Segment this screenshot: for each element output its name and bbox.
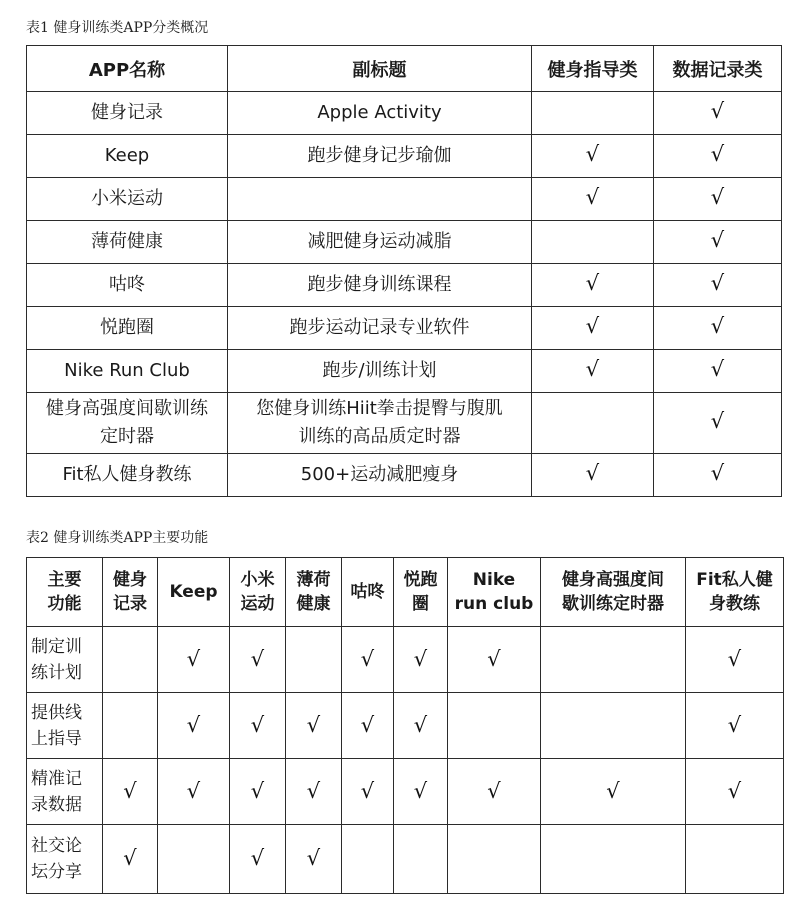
table1-row (27, 307, 782, 350)
function-label-line: 练计划 (31, 662, 82, 683)
subtitle-cell (228, 135, 532, 178)
guide-type-cell (532, 264, 654, 307)
table1-row (27, 135, 782, 178)
header-app-line: 圈 (412, 594, 429, 614)
function-check-cell (448, 627, 541, 693)
header-line: 功能 (47, 594, 82, 614)
header-app (541, 558, 686, 627)
check-mark-icon: √ (306, 778, 321, 803)
function-check-cell (394, 825, 448, 894)
app-name: 咕咚 (109, 274, 145, 295)
check-mark-icon: √ (710, 99, 725, 123)
check-mark-icon: √ (306, 712, 321, 737)
check-mark-icon: √ (186, 712, 201, 737)
subtitle-cell (228, 307, 532, 350)
table2-header-row (27, 558, 784, 627)
guide-type-cell (532, 350, 654, 393)
function-check-cell (342, 627, 394, 693)
check-mark-icon: √ (250, 646, 265, 671)
table1-row (27, 393, 782, 454)
function-label-cell (27, 825, 103, 894)
check-mark-icon: √ (123, 778, 137, 803)
guide-type-cell (532, 92, 654, 135)
table2-row (27, 759, 784, 825)
function-check-cell (448, 759, 541, 825)
subtitle: 跑步运动记录专业软件 (289, 317, 470, 338)
app-name: Keep (104, 145, 150, 166)
header-app-line: 悦跑 (403, 570, 438, 590)
app-name-cell (27, 307, 228, 350)
function-check-cell (686, 627, 784, 693)
subtitle-line: 您健身训练Hiit拳击提臀与腹肌 (256, 398, 503, 419)
check-mark-icon: √ (306, 846, 321, 870)
function-check-cell (103, 693, 158, 759)
app-name-cell (27, 454, 228, 497)
record-type-cell (654, 454, 782, 497)
subtitle: Apple Activity (317, 102, 442, 123)
function-label-line: 制定训 (31, 636, 82, 657)
table2-row (27, 627, 784, 693)
function-label-line: 上指导 (31, 728, 82, 749)
check-mark-icon: √ (585, 271, 600, 295)
table1-row (27, 178, 782, 221)
header-app (286, 558, 342, 627)
app-category-table (26, 45, 782, 497)
guide-type-cell (532, 393, 654, 454)
app-name-cell (27, 393, 228, 454)
guide-type-cell (532, 454, 654, 497)
check-mark-icon: √ (710, 314, 725, 338)
app-name: 小米运动 (91, 188, 163, 209)
subtitle: 跑步/训练计划 (322, 360, 437, 381)
subtitle-cell (228, 350, 532, 393)
function-label-cell (27, 693, 103, 759)
app-name: 悦跑圈 (100, 317, 154, 338)
function-check-cell (686, 825, 784, 894)
subtitle-cell (228, 393, 532, 454)
check-mark-icon: √ (710, 228, 725, 252)
record-type-cell (654, 307, 782, 350)
header-app-line: 健康 (296, 594, 331, 614)
app-function-table (26, 557, 784, 894)
check-mark-icon: √ (727, 778, 742, 803)
check-mark-icon: √ (710, 461, 725, 485)
table2-caption: 表2 健身训练类APP主要功能 (26, 530, 209, 546)
function-check-cell (686, 759, 784, 825)
subtitle: 跑步健身训练课程 (307, 274, 452, 295)
app-name: 薄荷健康 (91, 231, 163, 252)
header-app-line: 健身 (113, 570, 147, 590)
record-type-cell (654, 393, 782, 454)
function-check-cell (230, 627, 286, 693)
check-mark-icon: √ (250, 712, 265, 737)
app-name: Fit私人健身教练 (62, 464, 192, 485)
header-app-line: 健身高强度间 (562, 570, 664, 590)
check-mark-icon: √ (413, 646, 428, 671)
function-check-cell (394, 693, 448, 759)
header-main-function (27, 558, 103, 627)
subtitle-cell (228, 92, 532, 135)
function-check-cell (103, 825, 158, 894)
check-mark-icon: √ (585, 357, 600, 381)
record-type-cell (654, 350, 782, 393)
function-label-cell (27, 759, 103, 825)
header-app-line: run club (454, 594, 534, 614)
function-check-cell (394, 759, 448, 825)
function-check-cell (103, 627, 158, 693)
check-mark-icon: √ (585, 185, 600, 209)
app-name-cell (27, 92, 228, 135)
function-check-cell (448, 825, 541, 894)
subtitle-line: 训练的高品质定时器 (298, 426, 461, 447)
check-mark-icon: √ (360, 712, 375, 737)
subtitle-cell (228, 178, 532, 221)
function-check-cell (394, 627, 448, 693)
header-app (158, 558, 230, 627)
check-mark-icon: √ (487, 646, 501, 671)
function-check-cell (342, 759, 394, 825)
check-mark-icon: √ (710, 185, 725, 209)
check-mark-icon: √ (123, 846, 137, 870)
function-label-line: 提供线 (31, 702, 82, 723)
subtitle-cell (228, 264, 532, 307)
function-check-cell (541, 825, 686, 894)
guide-type-cell (532, 178, 654, 221)
function-check-cell (230, 825, 286, 894)
table1-row (27, 221, 782, 264)
function-label-cell (27, 627, 103, 693)
app-name-cell (27, 264, 228, 307)
header-app-line: Nike (472, 570, 516, 590)
record-type-cell (654, 135, 782, 178)
function-check-cell (686, 693, 784, 759)
app-name-line: 健身高强度间歇训练 (46, 398, 208, 419)
subtitle-cell (228, 221, 532, 264)
header-app (103, 558, 158, 627)
check-mark-icon: √ (360, 778, 375, 803)
table1-row (27, 264, 782, 307)
header-line: 主要 (47, 570, 82, 590)
function-check-cell (541, 759, 686, 825)
record-type-cell (654, 92, 782, 135)
subtitle: 跑步健身记步瑜伽 (307, 145, 452, 166)
check-mark-icon: √ (710, 409, 725, 433)
header-app (394, 558, 448, 627)
header-subtitle: 副标题 (228, 46, 532, 92)
check-mark-icon: √ (710, 271, 725, 295)
function-check-cell (158, 759, 230, 825)
header-app-line: 薄荷 (296, 570, 331, 590)
table2-row (27, 825, 784, 894)
app-name-line: 定时器 (100, 426, 154, 447)
function-label-line: 精准记 (31, 768, 82, 789)
header-app-line: 记录 (113, 594, 147, 614)
check-mark-icon: √ (186, 646, 201, 671)
check-mark-icon: √ (585, 142, 600, 166)
header-app-line: 身教练 (709, 594, 760, 614)
function-label-line: 社交论 (31, 836, 82, 856)
check-mark-icon: √ (727, 646, 742, 671)
function-check-cell (342, 693, 394, 759)
function-check-cell (286, 759, 342, 825)
app-name: 健身记录 (91, 102, 163, 123)
function-check-cell (342, 825, 394, 894)
function-label-line: 坛分享 (31, 862, 82, 882)
header-app-name: APP名称 (27, 46, 228, 92)
header-guide-type: 健身指导类 (532, 46, 654, 92)
header-app (686, 558, 784, 627)
header-app-line: Fit私人健 (696, 570, 773, 590)
check-mark-icon: √ (585, 461, 600, 485)
function-check-cell (158, 627, 230, 693)
table2-row (27, 693, 784, 759)
header-record-type: 数据记录类 (654, 46, 782, 92)
check-mark-icon: √ (186, 778, 201, 803)
table1-body (27, 92, 782, 497)
table2-body (27, 627, 784, 894)
check-mark-icon: √ (250, 846, 265, 870)
check-mark-icon: √ (606, 778, 620, 803)
table1-row (27, 454, 782, 497)
header-app-line: 运动 (240, 594, 275, 614)
check-mark-icon: √ (727, 712, 742, 737)
subtitle-cell (228, 454, 532, 497)
subtitle: 减肥健身运动减脂 (307, 231, 452, 252)
function-label-line: 录数据 (31, 794, 82, 815)
function-check-cell (230, 693, 286, 759)
check-mark-icon: √ (360, 646, 375, 671)
app-name-cell (27, 135, 228, 178)
function-check-cell (103, 759, 158, 825)
check-mark-icon: √ (585, 314, 600, 338)
guide-type-cell (532, 221, 654, 264)
guide-type-cell (532, 135, 654, 178)
header-app-line: 咕咚 (350, 582, 385, 602)
function-check-cell (286, 693, 342, 759)
header-app-line: 小米 (240, 570, 275, 590)
app-name-cell (27, 221, 228, 264)
header-app (230, 558, 286, 627)
record-type-cell (654, 178, 782, 221)
header-app-line: Keep (169, 582, 218, 602)
table1-row (27, 350, 782, 393)
check-mark-icon: √ (710, 357, 725, 381)
function-check-cell (158, 693, 230, 759)
function-check-cell (230, 759, 286, 825)
header-app-line: 歇训练定时器 (562, 594, 664, 614)
guide-type-cell (532, 307, 654, 350)
check-mark-icon: √ (250, 778, 265, 803)
function-check-cell (541, 627, 686, 693)
function-check-cell (286, 627, 342, 693)
function-check-cell (448, 693, 541, 759)
header-app (342, 558, 394, 627)
function-check-cell (286, 825, 342, 894)
record-type-cell (654, 264, 782, 307)
app-name-cell (27, 178, 228, 221)
check-mark-icon: √ (413, 712, 428, 737)
table1-row (27, 92, 782, 135)
check-mark-icon: √ (487, 778, 501, 803)
check-mark-icon: √ (413, 778, 428, 803)
record-type-cell (654, 221, 782, 264)
app-name-cell (27, 350, 228, 393)
app-name: Nike Run Club (64, 360, 190, 381)
function-check-cell (541, 693, 686, 759)
subtitle: 500+运动减肥瘦身 (300, 464, 459, 485)
function-check-cell (158, 825, 230, 894)
table1-header-row (27, 46, 782, 92)
check-mark-icon: √ (710, 142, 725, 166)
header-app (448, 558, 541, 627)
table1-caption: 表1 健身训练类APP分类概况 (26, 20, 209, 36)
